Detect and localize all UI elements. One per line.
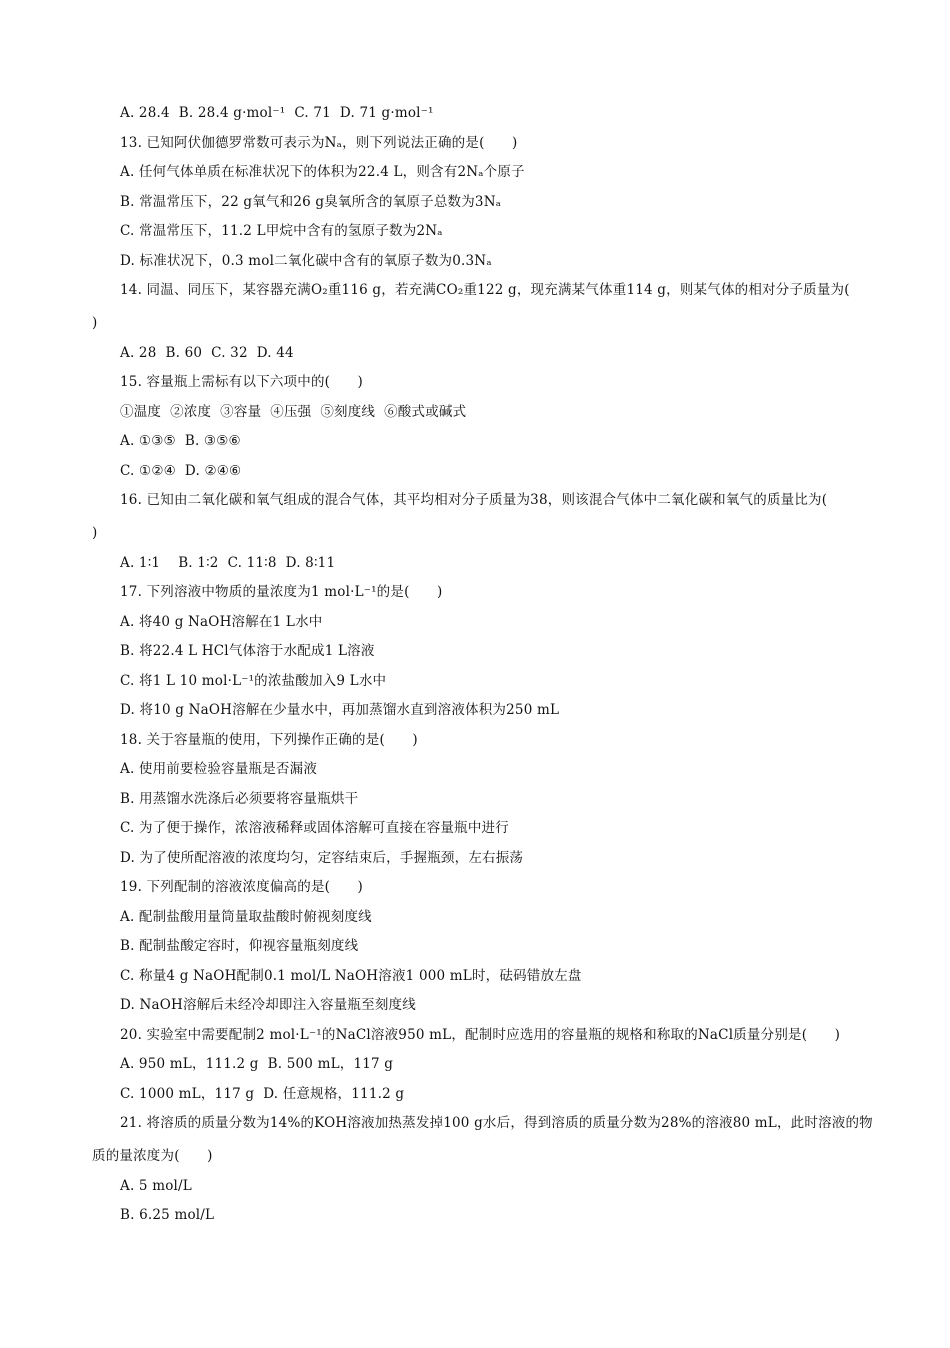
question-13: 13. 已知阿伏伽德罗常数可表示为Nₐ，则下列说法正确的是( ) (120, 135, 518, 151)
q20-options-ab: A. 950 mL，111.2 g B. 500 mL，117 g (120, 1056, 394, 1072)
q17-option-c: C. 将1 L 10 mol·L⁻¹的浓盐酸加入9 L水中 (120, 673, 387, 689)
q21-option-b: B. 6.25 mol/L (120, 1207, 215, 1223)
question-14: 14. 同温、同压下，某容器充满O₂重116 g，若充满CO₂重122 g，现充满某气体重114 g，则某气体的相对分子质量为( (120, 282, 850, 298)
q17-option-d: D. 将10 g NaOH溶解在少量水中，再加蒸馏水直到溶液体积为250 mL (120, 702, 560, 718)
q16-options: A. 1∶1 B. 1∶2 C. 11∶8 D. 8∶11 (120, 555, 336, 571)
q15-options-cd: C. ①②④ D. ②④⑥ (120, 463, 242, 479)
question-21-wrap: 质的量浓度为( ) (92, 1148, 213, 1164)
q14-options: A. 28 B. 60 C. 32 D. 44 (120, 345, 294, 361)
q19-option-a: A. 配制盐酸用量筒量取盐酸时俯视刻度线 (120, 909, 372, 925)
q19-option-c: C. 称量4 g NaOH配制0.1 mol/L NaOH溶液1 000 mL时，砝码错放左盘 (120, 968, 582, 984)
question-16: 16. 已知由二氧化碳和氧气组成的混合气体，其平均相对分子质量为38，则该混合气体中二氧化碳和氧气的质量比为( (120, 492, 828, 508)
q13-option-c: C. 常温常压下，11.2 L甲烷中含有的氢原子数为2Nₐ (120, 223, 443, 239)
q15-items: ①温度 ②浓度 ③容量 ④压强 ⑤刻度线 ⑥酸式或碱式 (120, 404, 467, 420)
q21-option-a: A. 5 mol/L (120, 1178, 192, 1194)
question-19: 19. 下列配制的溶液浓度偏高的是( ) (120, 879, 363, 895)
question-16-wrap: ) (92, 525, 98, 541)
q13-option-a: A. 任何气体单质在标准状况下的体积为22.4 L，则含有2Nₐ个原子 (120, 164, 525, 180)
q18-option-b: B. 用蒸馏水洗涤后必须要将容量瓶烘干 (120, 791, 359, 807)
q13-option-d: D. 标准状况下，0.3 mol二氧化碳中含有的氧原子数为0.3Nₐ (120, 253, 492, 269)
q18-option-d: D. 为了使所配溶液的浓度均匀，定容结束后，手握瓶颈，左右振荡 (120, 850, 524, 866)
q13-option-b: B. 常温常压下，22 g氧气和26 g臭氧所含的氧原子总数为3Nₐ (120, 194, 502, 210)
question-20: 20. 实验室中需要配制2 mol·L⁻¹的NaCl溶液950 mL，配制时应选用的容量瓶的规格和称取的NaCl质量分别是( ) (120, 1027, 841, 1043)
question-15: 15. 容量瓶上需标有以下六项中的( ) (120, 374, 363, 390)
question-18: 18. 关于容量瓶的使用，下列操作正确的是( ) (120, 732, 418, 748)
q20-options-cd: C. 1000 mL，117 g D. 任意规格，111.2 g (120, 1086, 405, 1102)
q18-option-c: C. 为了便于操作，浓溶液稀释或固体溶解可直接在容量瓶中进行 (120, 820, 509, 836)
question-14-wrap: ) (92, 315, 98, 331)
q19-option-b: B. 配制盐酸定容时，仰视容量瓶刻度线 (120, 938, 359, 954)
q19-option-d: D. NaOH溶解后未经冷却即注入容量瓶至刻度线 (120, 997, 416, 1013)
question-21: 21. 将溶质的质量分数为14%的KOH溶液加热蒸发掉100 g水后，得到溶质的质量分数为28%的溶液80 mL，此时溶液的物 (120, 1115, 873, 1131)
q18-option-a: A. 使用前要检验容量瓶是否漏液 (120, 761, 318, 777)
q12-options: A. 28.4 B. 28.4 g·mol⁻¹ C. 71 D. 71 g·mol⁻¹ (120, 105, 434, 121)
question-17: 17. 下列溶液中物质的量浓度为1 mol·L⁻¹的是( ) (120, 584, 443, 600)
q17-option-a: A. 将40 g NaOH溶解在1 L水中 (120, 614, 323, 630)
q17-option-b: B. 将22.4 L HCl气体溶于水配成1 L溶液 (120, 643, 375, 659)
q15-options-ab: A. ①③⑤ B. ③⑤⑥ (120, 433, 241, 449)
